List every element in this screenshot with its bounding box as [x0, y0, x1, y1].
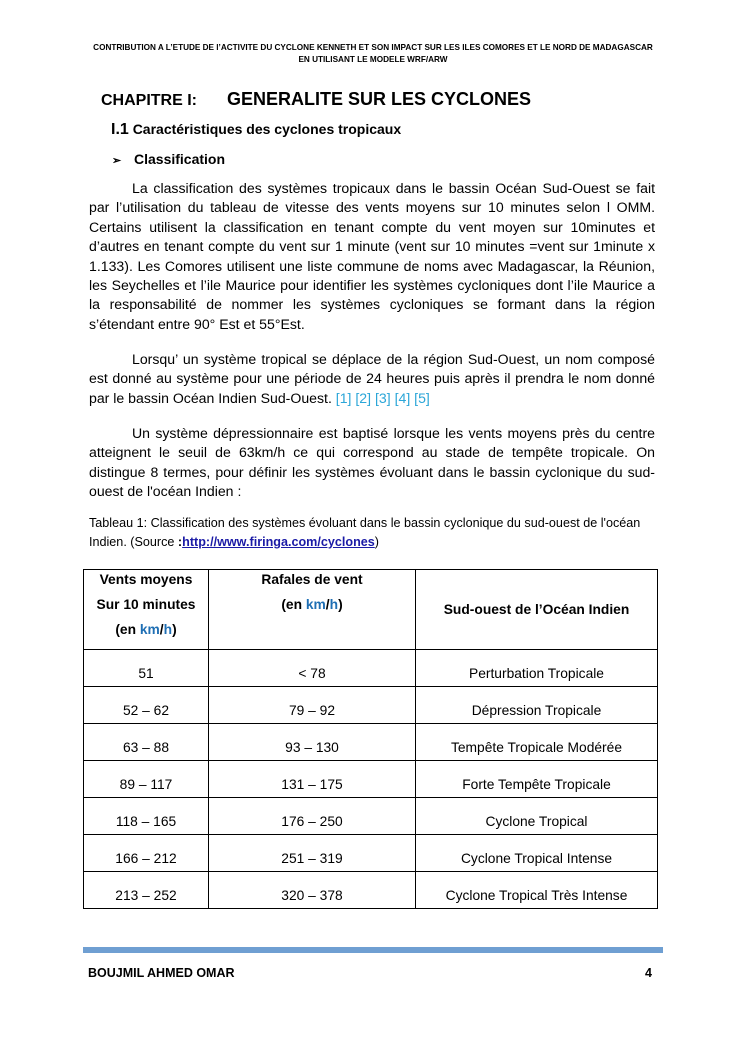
- header-winds-line2: Sur 10 minutes: [96, 597, 196, 612]
- page-number: 4: [645, 966, 652, 980]
- caption-close: ): [374, 535, 379, 549]
- cell-category: Cyclone Tropical Intense: [416, 835, 658, 872]
- table-row: [84, 724, 658, 761]
- citation-link[interactable]: [2]: [355, 389, 372, 406]
- header-gusts-line1: Rafales de vent: [261, 572, 363, 587]
- caption-text: Tableau 1: Classification des systèmes évoluant dans le bassin cyclonique du sud-ouest de l'océan Indien. (Source: [89, 516, 641, 549]
- header-category: Sud-ouest de l’Océan Indien: [416, 570, 658, 650]
- cell-gusts: 251 – 319: [209, 835, 416, 872]
- section-heading: [111, 121, 401, 139]
- cell-winds: 52 – 62: [84, 687, 209, 724]
- table-header-row: [84, 570, 658, 650]
- running-header-line1: CONTRIBUTION A L’ETUDE DE l’ACTIVITE DU CYCLONE KENNETH ET SON IMPACT SUR LES ILES COMORES ET LE NORD DE MADAGASCAR: [93, 43, 653, 52]
- cell-winds: 89 – 117: [84, 761, 209, 798]
- cell-category: Tempête Tropicale Modérée: [416, 724, 658, 761]
- header-gusts: [209, 570, 416, 650]
- cell-winds: 51: [84, 650, 209, 687]
- cell-category: Cyclone Tropical: [416, 798, 658, 835]
- table-row: [84, 761, 658, 798]
- cell-winds: 63 – 88: [84, 724, 209, 761]
- classification-table: [83, 569, 658, 909]
- paragraph-1: La classification des systèmes tropicaux dans le bassin Océan Sud-Ouest se fait par l’utilisation du tableau de vitesse des vents moyens sur 10 minutes selon l OMM. Certains utilisent la classification en tenant compte du vent moyen sur 10minutes et d’autres en tenant compte du vent sur 1 minute (vent sur 10 minutes =vent sur 1minute x 1.133). Les Comores utilisent une liste commune de noms avec Madagascar, la Réunion, les Seychelles et l’ile Maurice pour identifier les systèmes cycloniques dont l’ile Maurice a la responsabilité de nommer les systèmes cycloniques se formant dans la région s’étendant entre 90° Est et 55°Est.: [89, 180, 655, 332]
- citation-link[interactable]: [4]: [394, 389, 411, 406]
- table-row: [84, 872, 658, 909]
- cell-gusts: 176 – 250: [209, 798, 416, 835]
- cell-gusts: 131 – 175: [209, 761, 416, 798]
- source-link[interactable]: http://www.firinga.com/cyclones: [182, 535, 375, 549]
- cell-category: Perturbation Tropicale: [416, 650, 658, 687]
- footer-author: BOUJMIL AHMED OMAR: [88, 966, 235, 980]
- cell-category: Forte Tempête Tropicale: [416, 761, 658, 798]
- table-row: [84, 835, 658, 872]
- header-winds-line1: Vents moyens: [99, 572, 193, 587]
- table-row: [84, 687, 658, 724]
- cell-category: Cyclone Tropical Très Intense: [416, 872, 658, 909]
- header-gusts-unit: (en km/h): [281, 597, 343, 612]
- running-header-line2: EN UTILISANT LE MODELE WRF/ARW: [298, 55, 448, 64]
- subsection-heading: [112, 151, 225, 167]
- caption-colon: :: [177, 535, 183, 549]
- section-number: I.1: [111, 121, 129, 138]
- table-row: [84, 650, 658, 687]
- footer-divider: [83, 947, 663, 953]
- subsection-title: Classification: [134, 151, 226, 167]
- citation-link[interactable]: [3]: [374, 389, 391, 406]
- table-row: [84, 798, 658, 835]
- section-title: Caractéristiques des cyclones tropicaux: [132, 121, 402, 137]
- cell-gusts: 93 – 130: [209, 724, 416, 761]
- cell-gusts: < 78: [209, 650, 416, 687]
- paragraph-3: Un système dépressionnaire est baptisé lorsque les vents moyens près du centre atteignent le seuil de 63km/h ce qui correspond au stade de tempête tropicale. On distingue 8 termes, pour définir les systèmes évoluant dans le bassin cyclonique du sud-ouest de l'océan Indien :: [89, 425, 655, 500]
- chapter-title: GENERALITE SUR LES CYCLONES: [227, 89, 532, 109]
- cell-winds: 166 – 212: [84, 835, 209, 872]
- citation-link[interactable]: [1]: [335, 389, 352, 406]
- running-header: [84, 42, 662, 66]
- arrow-bullet-icon: ➢: [112, 155, 122, 167]
- paragraph-2: [89, 350, 655, 408]
- cell-gusts: 79 – 92: [209, 687, 416, 724]
- paragraph-2-text: Lorsqu’ un système tropical se déplace de la région Sud-Ouest, un nom composé est donné au système pour une période de 24 heures puis après il prendra le nom donné par le bassin Océan Indien Sud-Ouest.: [89, 351, 655, 406]
- header-winds: [84, 570, 209, 650]
- cell-gusts: 320 – 378: [209, 872, 416, 909]
- citation-link[interactable]: [5]: [414, 389, 430, 406]
- cell-category: Dépression Tropicale: [416, 687, 658, 724]
- chapter-number: CHAPITRE I:: [101, 92, 197, 109]
- cell-winds: 118 – 165: [84, 798, 209, 835]
- table-caption: [89, 514, 655, 552]
- chapter-heading: [101, 89, 531, 110]
- header-winds-unit: (en km/h): [115, 622, 177, 637]
- cell-winds: 213 – 252: [84, 872, 209, 909]
